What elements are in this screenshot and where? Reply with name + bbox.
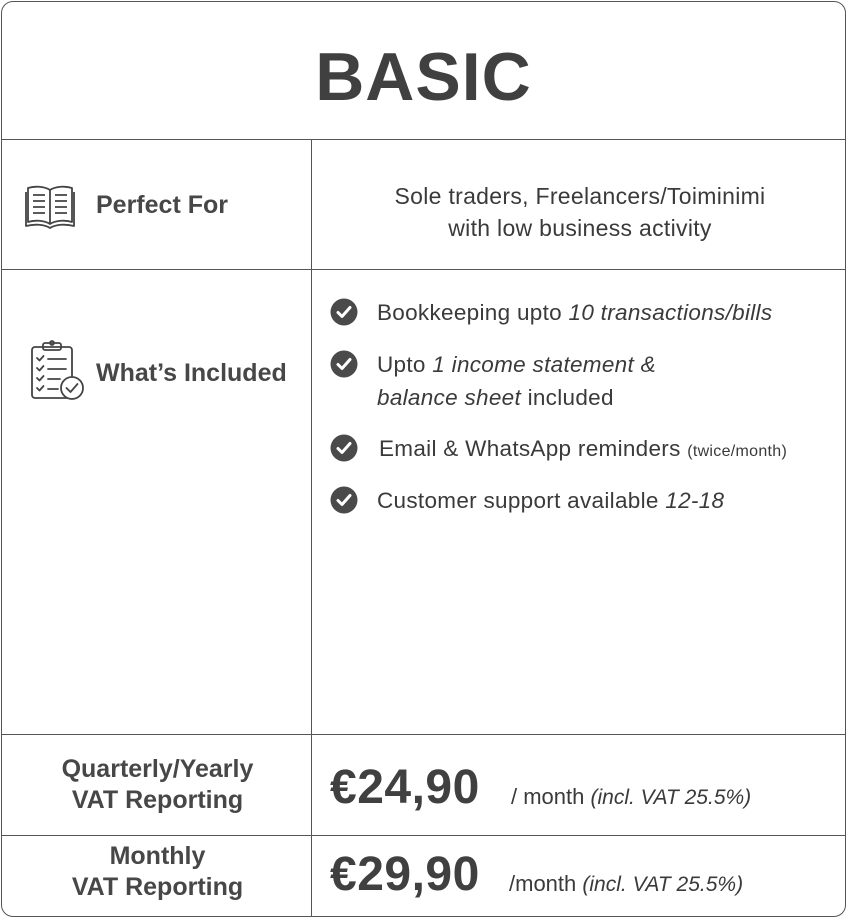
- period-text: / month: [511, 784, 585, 809]
- price-label-quarterly: [2, 754, 313, 816]
- price-monthly: €29,90: [330, 848, 480, 901]
- plan-title: BASIC: [315, 39, 532, 115]
- price-period-monthly: [509, 871, 743, 897]
- check-circle-icon: [330, 298, 358, 326]
- feature-3-text: Email & WhatsApp reminders: [379, 436, 688, 461]
- feature-2-text-2: included: [521, 385, 614, 410]
- feature-2-text: Upto: [377, 352, 433, 377]
- period-text: /month: [509, 871, 577, 896]
- check-circle-icon: [330, 486, 358, 514]
- vat-note: (incl. VAT 25.5%): [590, 786, 752, 809]
- check-circle-icon: [330, 350, 358, 378]
- feature-3-small: (twice/month): [687, 443, 788, 460]
- divider-price: [2, 835, 845, 836]
- feature-1-emphasis: 10 transactions/bills: [568, 300, 773, 325]
- price-label-monthly-line2: VAT Reporting: [71, 873, 244, 901]
- feature-4-emphasis: 12-18: [665, 488, 725, 513]
- feature-2-emphasis-2: balance sheet: [377, 385, 522, 410]
- perfect-for-line1: Sole traders, Freelancers/Toiminimi: [394, 183, 766, 209]
- perfect-for-line2: with low business activity: [448, 215, 712, 241]
- pricing-card: [1, 1, 846, 917]
- vat-note: (incl. VAT 25.5%): [582, 873, 744, 896]
- feature-2-emphasis: 1 income statement &: [432, 352, 656, 377]
- perfect-for-description: [313, 180, 846, 244]
- divider-perfect: [2, 269, 845, 270]
- clipboard-checklist-icon: [28, 340, 86, 402]
- open-book-icon: [24, 182, 76, 232]
- price-period-quarterly: [511, 784, 751, 810]
- whats-included-label: What’s Included: [96, 359, 287, 387]
- price-label-monthly: [2, 841, 313, 903]
- price-quarterly: €24,90: [330, 761, 480, 814]
- divider-title: [2, 139, 845, 140]
- feature-1-text: Bookkeeping upto: [377, 300, 569, 325]
- feature-4-text: Customer support available: [377, 488, 666, 513]
- perfect-for-label: Perfect For: [96, 191, 228, 219]
- price-label-quarterly-line2: VAT Reporting: [71, 786, 244, 814]
- price-label-monthly-line1: Monthly: [109, 842, 206, 870]
- price-label-quarterly-line1: Quarterly/Yearly: [61, 755, 254, 783]
- check-circle-icon: [330, 434, 358, 462]
- divider-included: [2, 734, 845, 735]
